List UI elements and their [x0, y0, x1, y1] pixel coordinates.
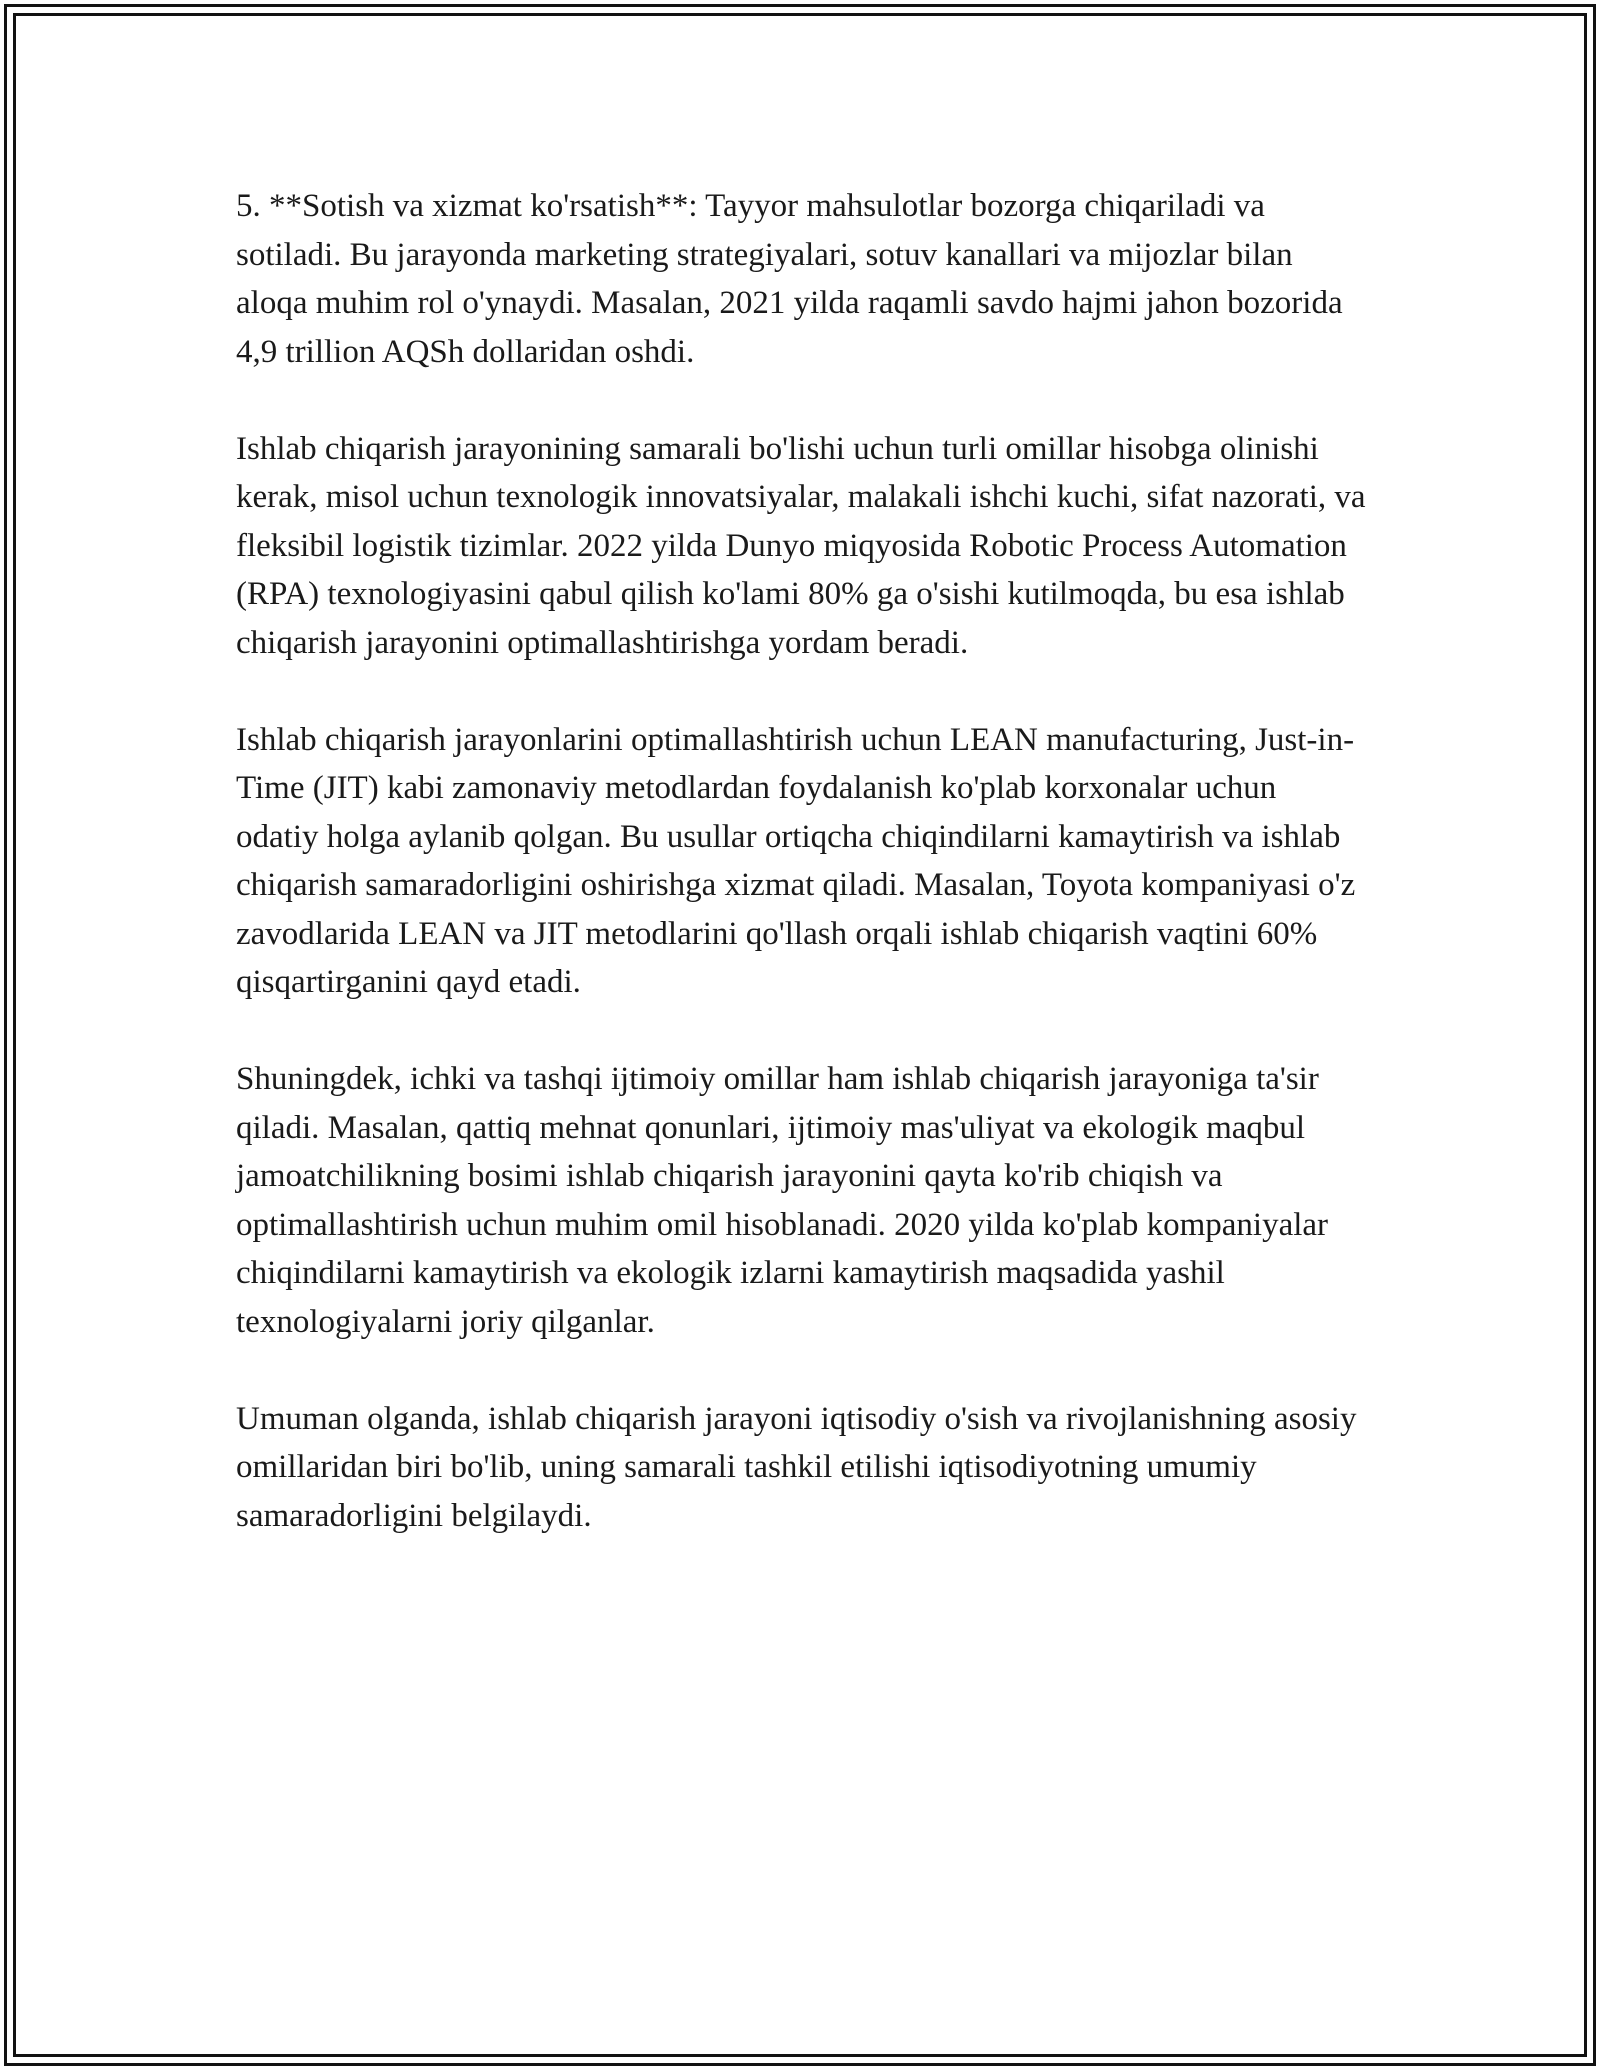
paragraph-conclusion: Umuman olganda, ishlab chiqarish jarayoni iqtisodiy o'sish va rivojlanishning asosiy omillaridan biri bo'lib, uning samarali tashkil etilishi iqtisodiyotning umumiy samaradorligini belgilaydi.: [236, 1400, 1357, 1534]
paragraph-lean-jit-methods: Ishlab chiqarish jarayonlarini optimallashtirish uchun LEAN manufacturing, Just-in-Time (JIT) kabi zamonaviy metodlardan foydalanish ko'plab korxonalar uchun odatiy holga aylanib qolgan. Bu usullar ortiqcha chiqindilarni kamaytirish va ishlab chiqarish samaradorligini oshirishga xizmat qiladi. Masalan, Toyota kompaniyasi o'z zavodlarida LEAN va JIT metodlarini qo'llash orqali ishlab chiqarish vaqtini 60% qisqartirganini qayd etadi.: [236, 721, 1356, 1000]
paragraph-sales-and-service: 5. **Sotish va xizmat ko'rsatish**: Tayyor mahsulotlar bozorga chiqariladi va sotiladi. Bu jarayonda marketing strategiyalari, sotuv kanallari va mijozlar bilan aloqa muhim rol o'ynaydi. Masalan, 2021 yilda raqamli savdo hajmi jahon bozorida 4,9 trillion AQSh dollaridan oshdi.: [236, 188, 1343, 370]
document-body: [236, 182, 1366, 1589]
paragraph-efficiency-factors: Ishlab chiqarish jarayonining samarali bo'lishi uchun turli omillar hisobga olinishi kerak, misol uchun texnologik innovatsiyalar, malakali ishchi kuchi, sifat nazorati, va fleksibil logistik tizimlar. 2022 yilda Dunyo miqyosida Robotic Process Automation (RPA) texnologiyasini qabul qilish ko'lami 80% ga o'sishi kutilmoqda, bu esa ishlab chiqarish jarayonini optimallashtirishga yordam beradi.: [236, 430, 1366, 661]
paragraph-social-factors: Shuningdek, ichki va tashqi ijtimoiy omillar ham ishlab chiqarish jarayoniga ta'sir qiladi. Masalan, qattiq mehnat qonunlari, ijtimoiy mas'uliyat va ekologik maqbul jamoatchilikning bosimi ishlab chiqarish jarayonini qayta ko'rib chiqish va optimallashtirish uchun muhim omil hisoblanadi. 2020 yilda ko'plab kompaniyalar chiqindilarni kamaytirish va ekologik izlarni kamaytirish maqsadida yashil texnologiyalarni joriy qilganlar.: [236, 1061, 1329, 1340]
